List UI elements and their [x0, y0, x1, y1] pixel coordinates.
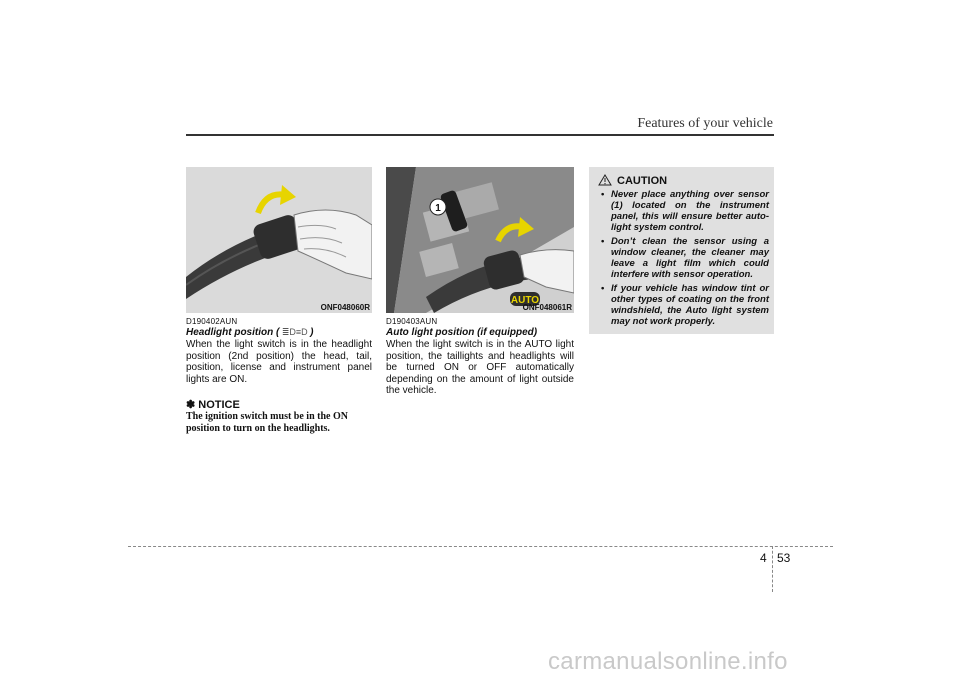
- figure-code: ONF048061R: [522, 303, 572, 312]
- section-code: D190403AUN: [386, 317, 438, 326]
- page-number: 53: [777, 551, 791, 565]
- headlight-switch-illustration: [186, 167, 372, 313]
- section-code: D190402AUN: [186, 317, 238, 326]
- footer-divider: [772, 546, 773, 592]
- caution-title: CAUTION: [617, 175, 668, 187]
- caution-item: • Don’t clean the sensor using a window cleaner, the cleaner may leave a light film which could interfere with sensor operation.: [601, 236, 769, 280]
- caution-item: • If your vehicle has window tint or other types of coating on the front windshield, the Auto light system may not work properly.: [601, 283, 769, 327]
- caution-box: [589, 167, 774, 334]
- section-body: When the light switch is in the AUTO light position, the taillights and headlights will be turned ON or OFF automatically depending on the amount of light outside the vehicle.: [386, 339, 574, 396]
- chapter-number: 4: [760, 551, 767, 565]
- section-title: Auto light position (if equipped): [386, 327, 538, 338]
- auto-light-illustration: [386, 167, 574, 313]
- auto-light-section: [386, 167, 574, 397]
- warning-triangle-icon: [598, 174, 612, 186]
- notice-title: ✽ NOTICE: [186, 399, 240, 411]
- header-rule: [186, 134, 774, 136]
- section-body: When the light switch is in the headlight position (2nd position) the head, tail, position, license and instrument panel lights are ON.: [186, 339, 372, 385]
- notice-text: The ignition switch must be in the ON position to turn on the headlights.: [186, 411, 348, 434]
- watermark: carmanualsonline.info: [548, 648, 788, 675]
- auto-badge: AUTO: [510, 295, 540, 306]
- auto-light-figure: [386, 167, 574, 313]
- headlight-section: [186, 167, 372, 434]
- figure-code: ONF048060R: [320, 303, 370, 312]
- headlight-icon: ≣D≡D: [279, 327, 311, 337]
- footer-rule: [128, 546, 833, 547]
- page-header-title: Features of your vehicle: [637, 116, 773, 131]
- caution-list: [597, 189, 769, 330]
- sensor-callout-label: 1: [435, 203, 441, 214]
- section-title: Headlight position ( ≣D≡D ): [186, 327, 314, 338]
- caution-item: • Never place anything over sensor (1) located on the instrument panel, this will ensure better auto-light system control.: [601, 189, 769, 233]
- headlight-switch-figure: [186, 167, 372, 313]
